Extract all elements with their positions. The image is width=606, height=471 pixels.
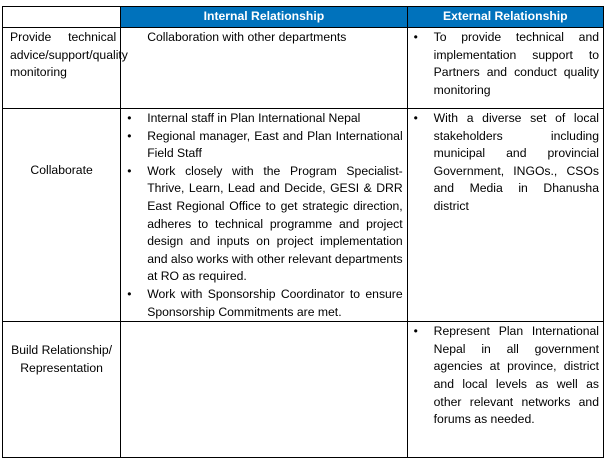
list-item: • Regional manager, East and Plan International Field Staff	[147, 128, 402, 163]
list-item: • To provide technical and implementation support to Partners and conduct quality monitoring	[434, 29, 599, 99]
header-internal-relationship: Internal Relationship	[121, 7, 407, 28]
header-blank-cell	[3, 7, 121, 28]
row-label-text: Collaborate	[30, 163, 93, 177]
list-item: • Represent Plan International Nepal in all government agencies at province, district and local levels as well as other relevant networks and forums as needed.	[434, 323, 599, 429]
list-item: • Work with Sponsorship Coordinator to ensure Sponsorship Commitments are met.	[147, 286, 402, 321]
relationships-table	[2, 6, 604, 458]
table-row	[3, 28, 604, 109]
list-item: • Internal staff in Plan International Nepal	[147, 110, 402, 128]
table-row	[3, 322, 604, 458]
row-label-text: Build Relationship/ Representation	[11, 343, 113, 375]
internal-cell-collaborate	[121, 109, 407, 322]
external-cell-build-relationship	[407, 322, 603, 458]
header-external-relationship: External Relationship	[407, 7, 603, 28]
internal-cell-build-relationship	[121, 322, 407, 458]
external-cell-technical-advice	[407, 28, 603, 109]
table-header-row	[3, 7, 604, 28]
row-label-build-relationship	[3, 322, 121, 458]
list-item: • Work closely with the Program Specialist- Thrive, Learn, Lead and Decide, GESI & DRR East Regional Office to get strategic direction, adheres to technical programme and project design and inputs on project implementation and also works with other relevant departments at RO as required.	[147, 163, 402, 286]
table-row	[3, 109, 604, 322]
internal-cell-technical-advice: Collaboration with other departments	[121, 28, 407, 109]
list-item: • With a diverse set of local stakeholders including municipal and provincial Government, INGOs., CSOs and Media in Dhanusha district	[434, 110, 599, 216]
row-label-collaborate	[3, 109, 121, 322]
external-cell-collaborate	[407, 109, 603, 322]
row-label-technical-advice: Provide technical advice/support/quality monitoring	[3, 28, 121, 109]
